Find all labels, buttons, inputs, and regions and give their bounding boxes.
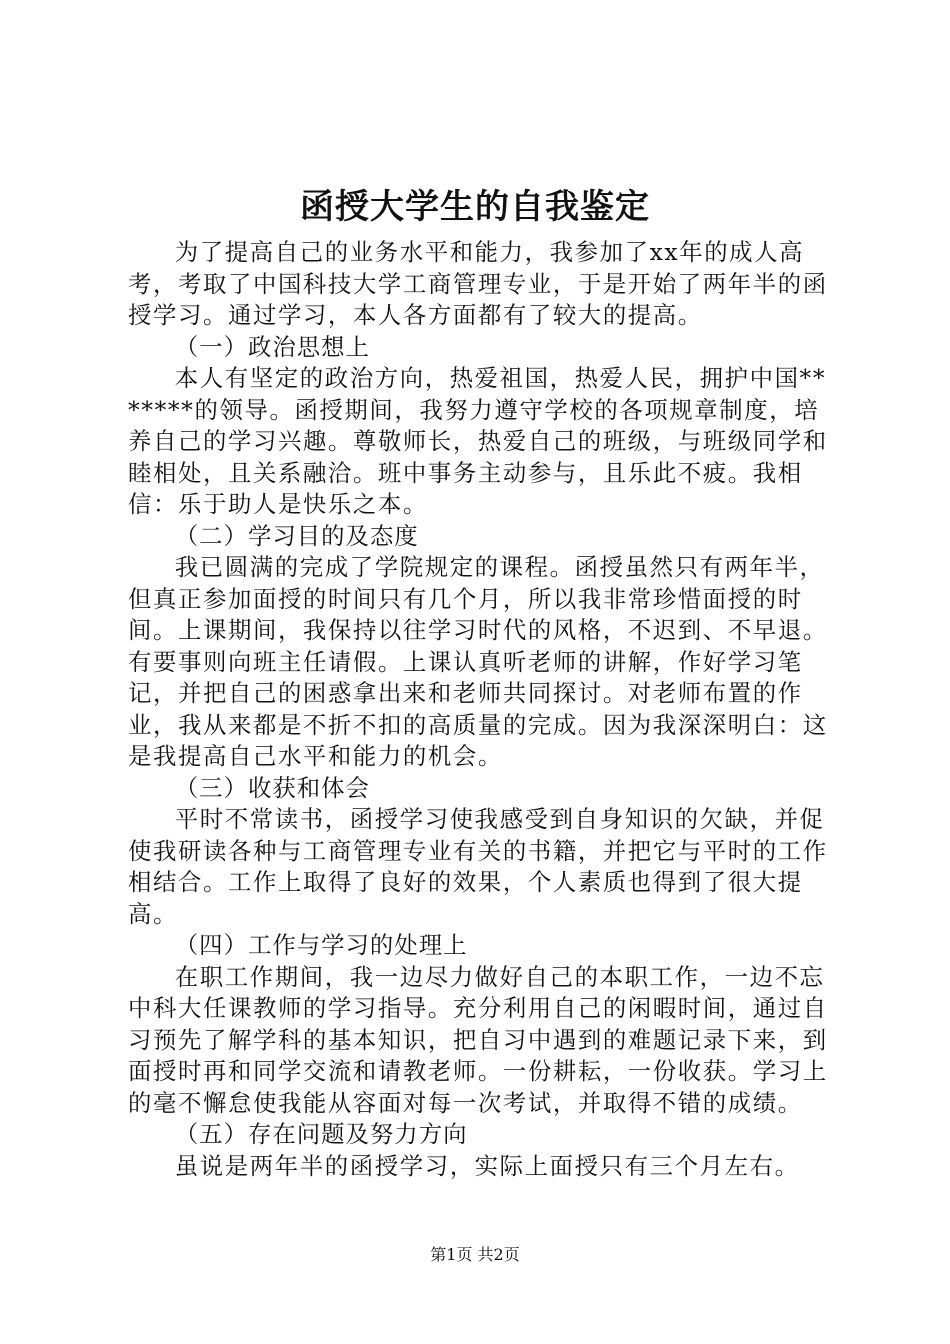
- problems-paragraph: 虽说是两年半的函授学习，实际上面授只有三个月左右。: [174, 1151, 800, 1180]
- section-heading-problems: （五）存在问题及努力方向: [174, 1120, 468, 1148]
- section-heading-study-attitude: （二）学习目的及态度: [174, 521, 419, 550]
- section-heading-gains: （三）收获和体会: [174, 773, 370, 802]
- document-title: 函授大学生的自我鉴定: [300, 187, 650, 227]
- work-study-paragraph: 在职工作期间，我一边尽力做好自己的本职工作，一边不忘中科大任课教师的学习指导。充分利用自己的闲暇时间，通过自习预先了解学科的基本知识，把自习中遇到的难题记录下来，到面授时再和同学交流和请教老师。一份耕耘，一份收获。学习上的毫不懈怠使我能从容面对每一次考试，并取得不错的成绩。: [128, 962, 828, 1117]
- study-attitude-paragraph: 我已圆满的完成了学院规定的课程。函授虽然只有两年半，但真正参加面授的时间只有几个月，所以我非常珍惜面授的时间。上课期间，我保持以往学习时代的风格，不迟到、不早退。有要事则向班主任请假。上课认真听老师的讲解，作好学习笔记，并把自己的困惑拿出来和老师共同探讨。对老师布置的作业，我从来都是不折不扣的高质量的完成。因为我深深明白：这是我提高自己水平和能力的机会。: [128, 553, 828, 770]
- intro-paragraph: 为了提高自己的业务水平和能力，我参加了xx年的成人高考，考取了中国科技大学工商管理专业，于是开始了两年半的函授学习。通过学习，本人各方面都有了较大的提高。: [128, 238, 828, 329]
- politics-paragraph: 本人有坚定的政治方向，热爱祖国，热爱人民，拥护中国*******的领导。函授期间，我努力遵守学校的各项规章制度，培养自己的学习兴趣。尊敬师长，热爱自己的班级，与班级同学和睦相处，且关系融洽。班中事务主动参与，且乐此不疲。我相信：乐于助人是快乐之本。: [128, 364, 828, 518]
- gains-paragraph: 平时不常读书，函授学习使我感受到自身知识的欠缺，并促使我研读各种与工商管理专业有关的书籍，并把它与平时的工作相结合。工作上取得了良好的效果，个人素质也得到了很大提高。: [128, 805, 828, 928]
- document-body: [128, 237, 838, 1182]
- page-footer: 第1页 共2页: [430, 1245, 520, 1264]
- section-heading-politics: （一）政治思想上: [174, 332, 370, 361]
- section-heading-work-study: （四）工作与学习的处理上: [174, 931, 468, 959]
